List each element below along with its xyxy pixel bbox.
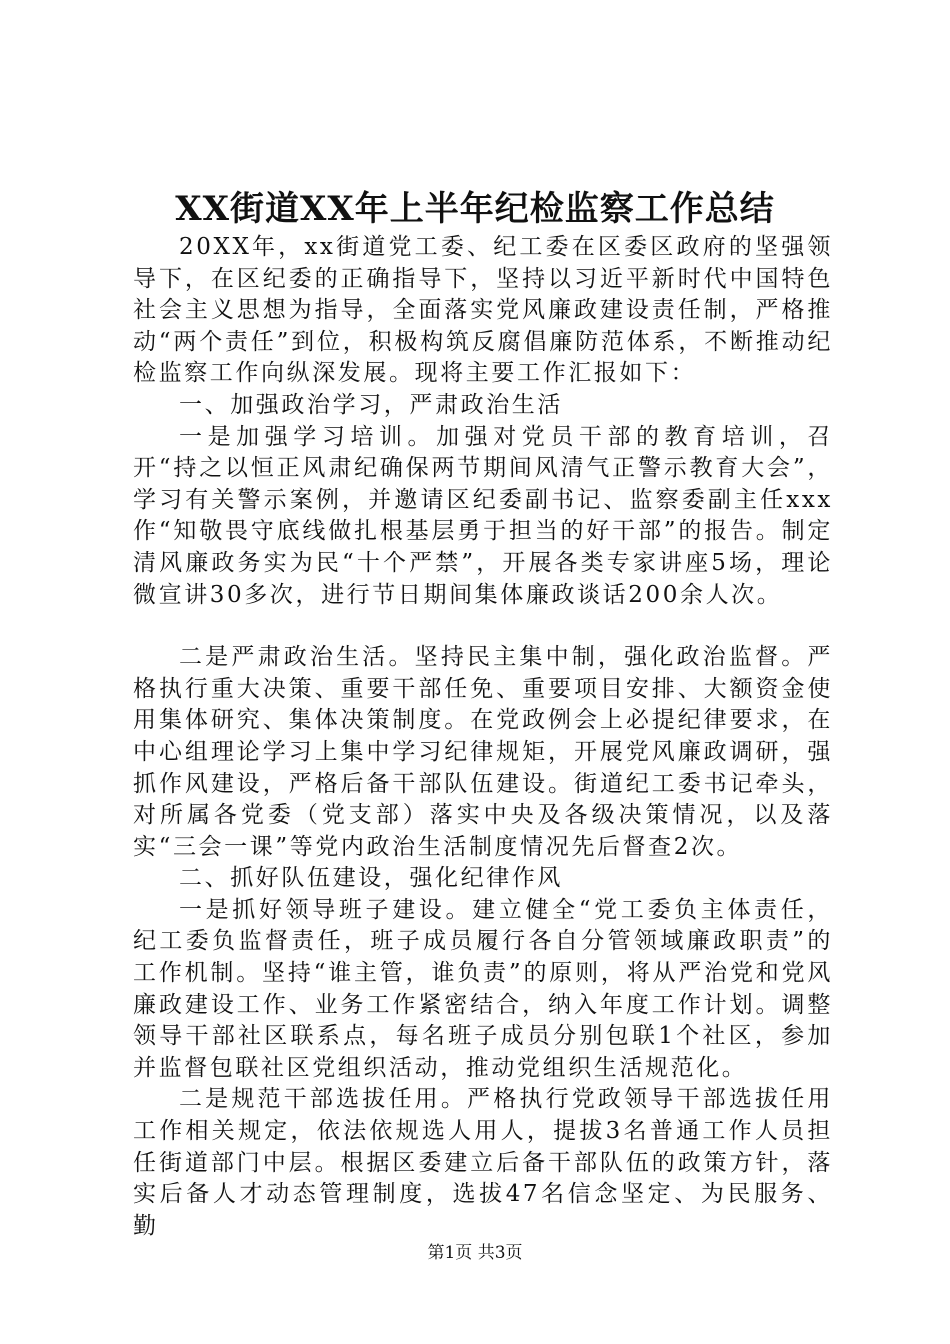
body-paragraph-political-life: 二是严肃政治生活。坚持民主集中制，强化政治监督。严格执行重大决策、重要干部任免、重要项目安排、大额资金使用集体研究、集体决策制度。在党政例会上必提纪律要求，在中心组理论学习上集中学习纪律规矩，开展党风廉政调研，强抓作风建设，严格后备干部队伍建设。街道纪工委书记牵头，对所属各党委（党支部）落实中央及各级决策情况，以及落实“三会一课”等党内政治生活制度情况先后督查2次。 (133, 644, 833, 860)
section-heading-2: 二、抓好队伍建设，强化纪律作风 (179, 865, 563, 892)
body-paragraph-study: 一是加强学习培训。加强对党员干部的教育培训，召开“持之以恒正风肃纪确保两节期间风清气正警示教育大会”，学习有关警示案例，并邀请区纪委副书记、监察委副主任xxx作“知敬畏守底线做扎根基层勇于担当的好干部”的报告。制定清风廉政务实为民“十个严禁”，开展各类专家讲座5场，理论微宣讲30多次，进行节日期间集体廉政谈话200余人次。 (133, 423, 833, 608)
body-paragraph-cadre-selection: 二是规范干部选拔任用。严格执行党政领导干部选拔任用工作相关规定，依法依规选人用人，提拔3名普通工作人员担任街道部门中层。根据区委建立后备干部队伍的政策方针，落实后备人才动态管理制度，选拔47名信念坚定、为民服务、勤 (133, 1086, 833, 1239)
document-body (133, 232, 833, 1242)
intro-paragraph: 20XX年，xx街道党工委、纪工委在区委区政府的坚强领导下，在区纪委的正确指导下，坚持以习近平新时代中国特色社会主义思想为指导，全面落实党风廉政建设责任制，严格推动“两个责任”到位，积极构筑反腐倡廉防范体系，不断推动纪检监察工作向纵深发展。现将主要工作汇报如下： (133, 234, 833, 387)
body-paragraph-leadership: 一是抓好领导班子建设。建立健全“党工委负主体责任，纪工委负监督责任，班子成员履行各自分管领域廉政职责”的工作机制。坚持“谁主管，谁负责”的原则，将从严治党和党风廉政建设工作、业务工作紧密结合，纳入年度工作计划。调整领导干部社区联系点，每名班子成员分别包联1个社区，参加并监督包联社区党组织活动，推动党组织生活规范化。 (133, 896, 833, 1081)
document-title: XX街道XX年上半年纪检监察工作总结 (175, 189, 775, 229)
section-heading-1: 一、加强政治学习，严肃政治生活 (179, 391, 563, 418)
page-footer: 第1页 共3页 (427, 1243, 523, 1263)
